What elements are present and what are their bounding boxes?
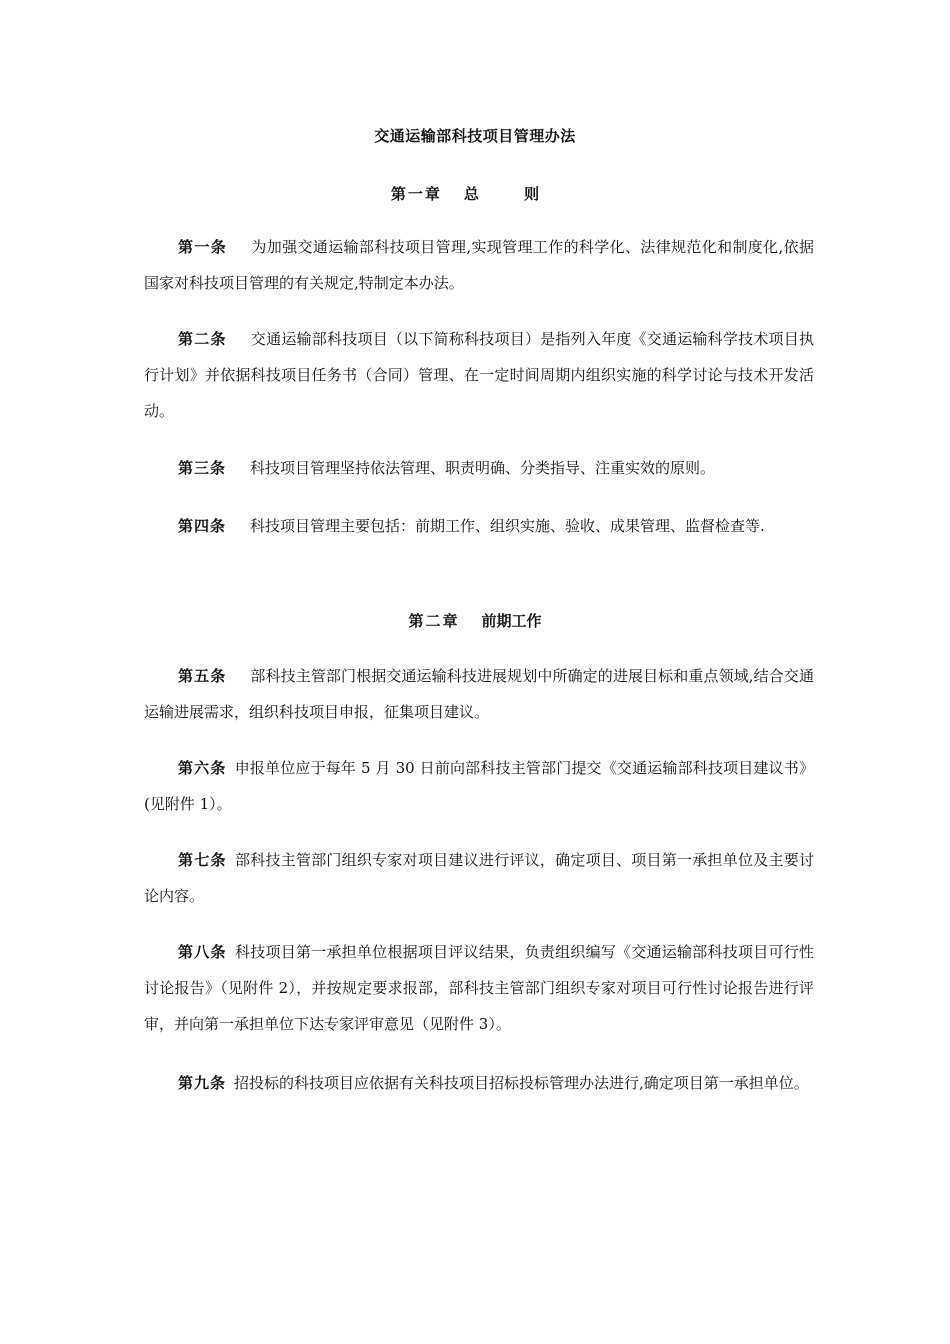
article-3: [144, 450, 814, 486]
chapter-number: 第一章: [390, 185, 442, 203]
article-1: [144, 229, 814, 301]
chapter-number: 第二章: [408, 612, 460, 630]
article-9: [144, 1065, 814, 1101]
article-text: 交通运输部科技项目（以下简称科技项目）是指列入年度《交通运输科学技术项目执行计划》并依据科技项目任务书（合同）管理、在一定时间周期内组织实施的科学讨论与技术开发活动。: [144, 330, 814, 420]
article-label: 第三条: [178, 459, 227, 477]
article-2: [144, 321, 814, 429]
chapter-heading-2: [0, 610, 950, 631]
article-label: 第一条: [178, 238, 228, 256]
article-text: 科技项目管理坚持依法管理、职责明确、分类指导、注重实效的原则。: [250, 459, 716, 477]
article-label: 第七条: [178, 851, 227, 869]
article-5: [144, 658, 814, 730]
article-6: [144, 750, 814, 822]
document-title: 交通运输部科技项目管理办法: [374, 127, 576, 145]
article-text: 科技项目第一承担单位根据项目评议结果，负责组织编写《交通运输部科技项目可行性讨论报告》（见附件 2），并按规定要求报部，部科技主管部门组织专家对项目可行性讨论报告进行评审，并向第一承担单位下达专家评审意见（见附件 3）。: [144, 943, 814, 1033]
article-7: [144, 842, 814, 914]
article-label: 第二条: [178, 330, 227, 348]
chapter-title: 总 则: [463, 185, 560, 203]
article-text: 部科技主管部门根据交通运输科技进展规划中所确定的进展目标和重点领域,结合交通运输进展需求，组织科技项目申报，征集项目建议。: [144, 667, 814, 721]
chapter-title: 前期工作: [481, 612, 542, 630]
article-text: 招投标的科技项目应依据有关科技项目招标投标管理办法进行,确定项目第一承担单位。: [234, 1074, 809, 1092]
article-text: 申报单位应于每年 5 月 30 日前向部科技主管部门提交《交通运输部科技项目建议书》(见附件 1）。: [144, 759, 814, 813]
article-label: 第五条: [178, 667, 227, 685]
article-label: 第四条: [178, 517, 227, 535]
article-label: 第六条: [178, 759, 227, 777]
chapter-heading-1: [0, 183, 950, 204]
article-label: 第八条: [178, 943, 227, 961]
article-text: 科技项目管理主要包括：前期工作、组织实施、验收、成果管理、监督检查等.: [250, 517, 765, 535]
article-text: 为加强交通运输部科技项目管理,实现管理工作的科学化、法律规范化和制度化,依据国家对科技项目管理的有关规定,特制定本办法。: [144, 238, 814, 292]
article-4: [144, 508, 814, 544]
article-label: 第九条: [178, 1074, 227, 1092]
article-text: 部科技主管部门组织专家对项目建议进行评议，确定项目、项目第一承担单位及主要讨论内容。: [144, 851, 814, 905]
article-8: [144, 934, 814, 1042]
